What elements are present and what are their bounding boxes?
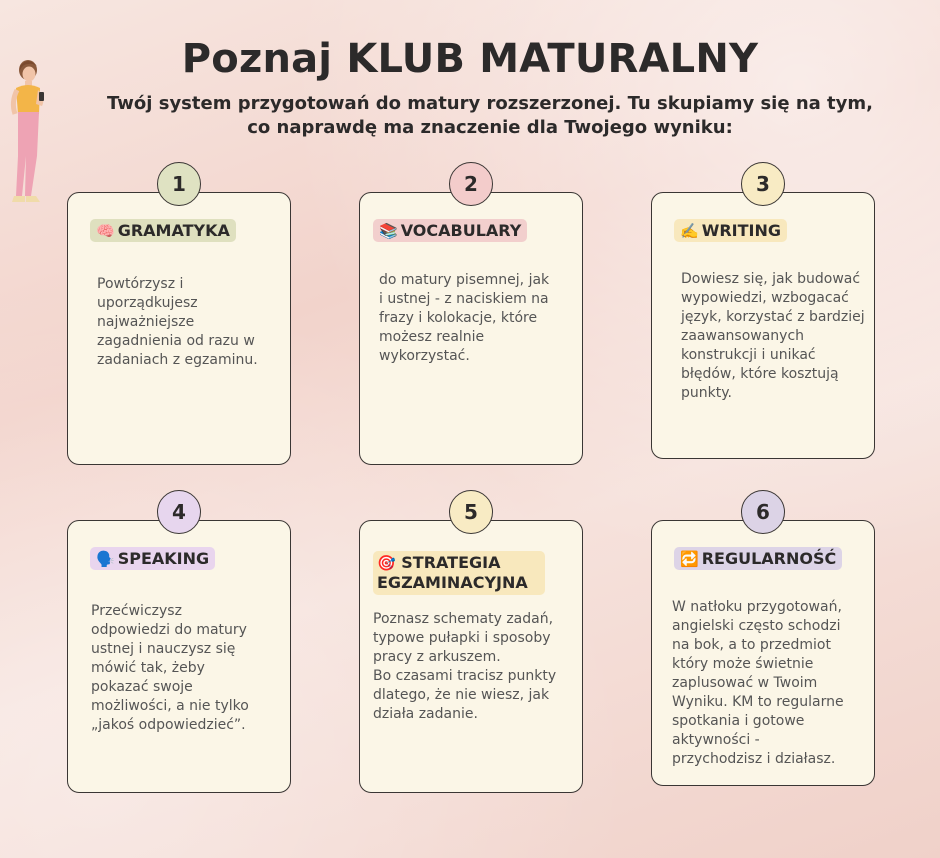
tag-writing xyxy=(674,219,787,242)
tag-label: STRATEGIA EGZAMINACYJNA xyxy=(377,553,528,592)
card-regularnosc xyxy=(651,520,875,786)
tag-gramatyka xyxy=(90,219,236,242)
tag-regularnosc xyxy=(674,547,842,570)
tag-label: SPEAKING xyxy=(117,549,210,568)
tag-vocabulary xyxy=(373,219,527,242)
number-badge-3: 3 xyxy=(741,162,785,206)
card-gramatyka xyxy=(67,192,291,465)
page-subtitle: Twój system przygotowań do matury rozszerzonej. Tu skupiamy się na tym, co naprawdę ma znaczenie dla Twojego wyniku: xyxy=(107,93,873,138)
card-description: Poznasz schematy zadań, typowe pułapki i sposoby pracy z arkuszem. Bo czasami tracisz punkty dlatego, że nie wiesz, jak działa zadanie. xyxy=(373,611,557,722)
card-speaking xyxy=(67,520,291,793)
card-strategia-egzaminacyjna xyxy=(359,520,583,793)
card-description: W natłoku przygotowań, angielski często schodzi na bok, a to przedmiot który może świetnie zaplusować w Twoim Wyniku. KM to regularne spotkania i gotowe aktywności - przychodzisz i działasz. xyxy=(672,599,844,767)
tag-label: WRITING xyxy=(701,221,781,240)
writing-hand-icon: ✍️ xyxy=(680,221,699,240)
card-description: do matury pisemnej, jak i ustnej - z naciskiem na frazy i kolokacje, które możesz realnie wykorzystać. xyxy=(379,272,550,364)
number-badge-5: 5 xyxy=(449,490,493,534)
number-badge-6: 6 xyxy=(741,490,785,534)
card-description: Powtórzysz i uporządkujesz najważniejsze zagadnienia od razu w zadaniach z egzaminu. xyxy=(97,276,258,368)
number-badge-1: 1 xyxy=(157,162,201,206)
tag-strategia-egzaminacyjna xyxy=(373,551,545,595)
card-description: Dowiesz się, jak budować wypowiedzi, wzbogacać język, korzystać z bardziej zaawansowanych konstrukcji i unikać błędów, które kosztują punkty. xyxy=(681,271,865,401)
tag-label: REGULARNOŚĆ xyxy=(701,549,837,568)
tag-label: GRAMATYKA xyxy=(117,221,230,240)
number-badge-2: 2 xyxy=(449,162,493,206)
target-icon: 🎯 xyxy=(377,554,396,572)
page-title: Poznaj KLUB MATURALNY xyxy=(181,36,759,82)
number-badge-4: 4 xyxy=(157,490,201,534)
card-vocabulary xyxy=(359,192,583,465)
card-writing xyxy=(651,192,875,459)
girl-with-phone-illustration xyxy=(6,56,54,216)
tag-speaking xyxy=(90,547,215,570)
tag-label: VOCABULARY xyxy=(400,221,522,240)
brain-icon: 🧠 xyxy=(96,221,115,240)
repeat-icon: 🔁 xyxy=(680,549,699,568)
books-icon: 📚 xyxy=(379,221,398,240)
card-description: Przećwiczysz odpowiedzi do matury ustnej i nauczysz się mówić tak, żeby pokazać swoje możliwości, a nie tylko „jakoś odpowiedzieć”. xyxy=(91,603,249,733)
speaking-head-icon: 🗣️ xyxy=(96,549,115,568)
